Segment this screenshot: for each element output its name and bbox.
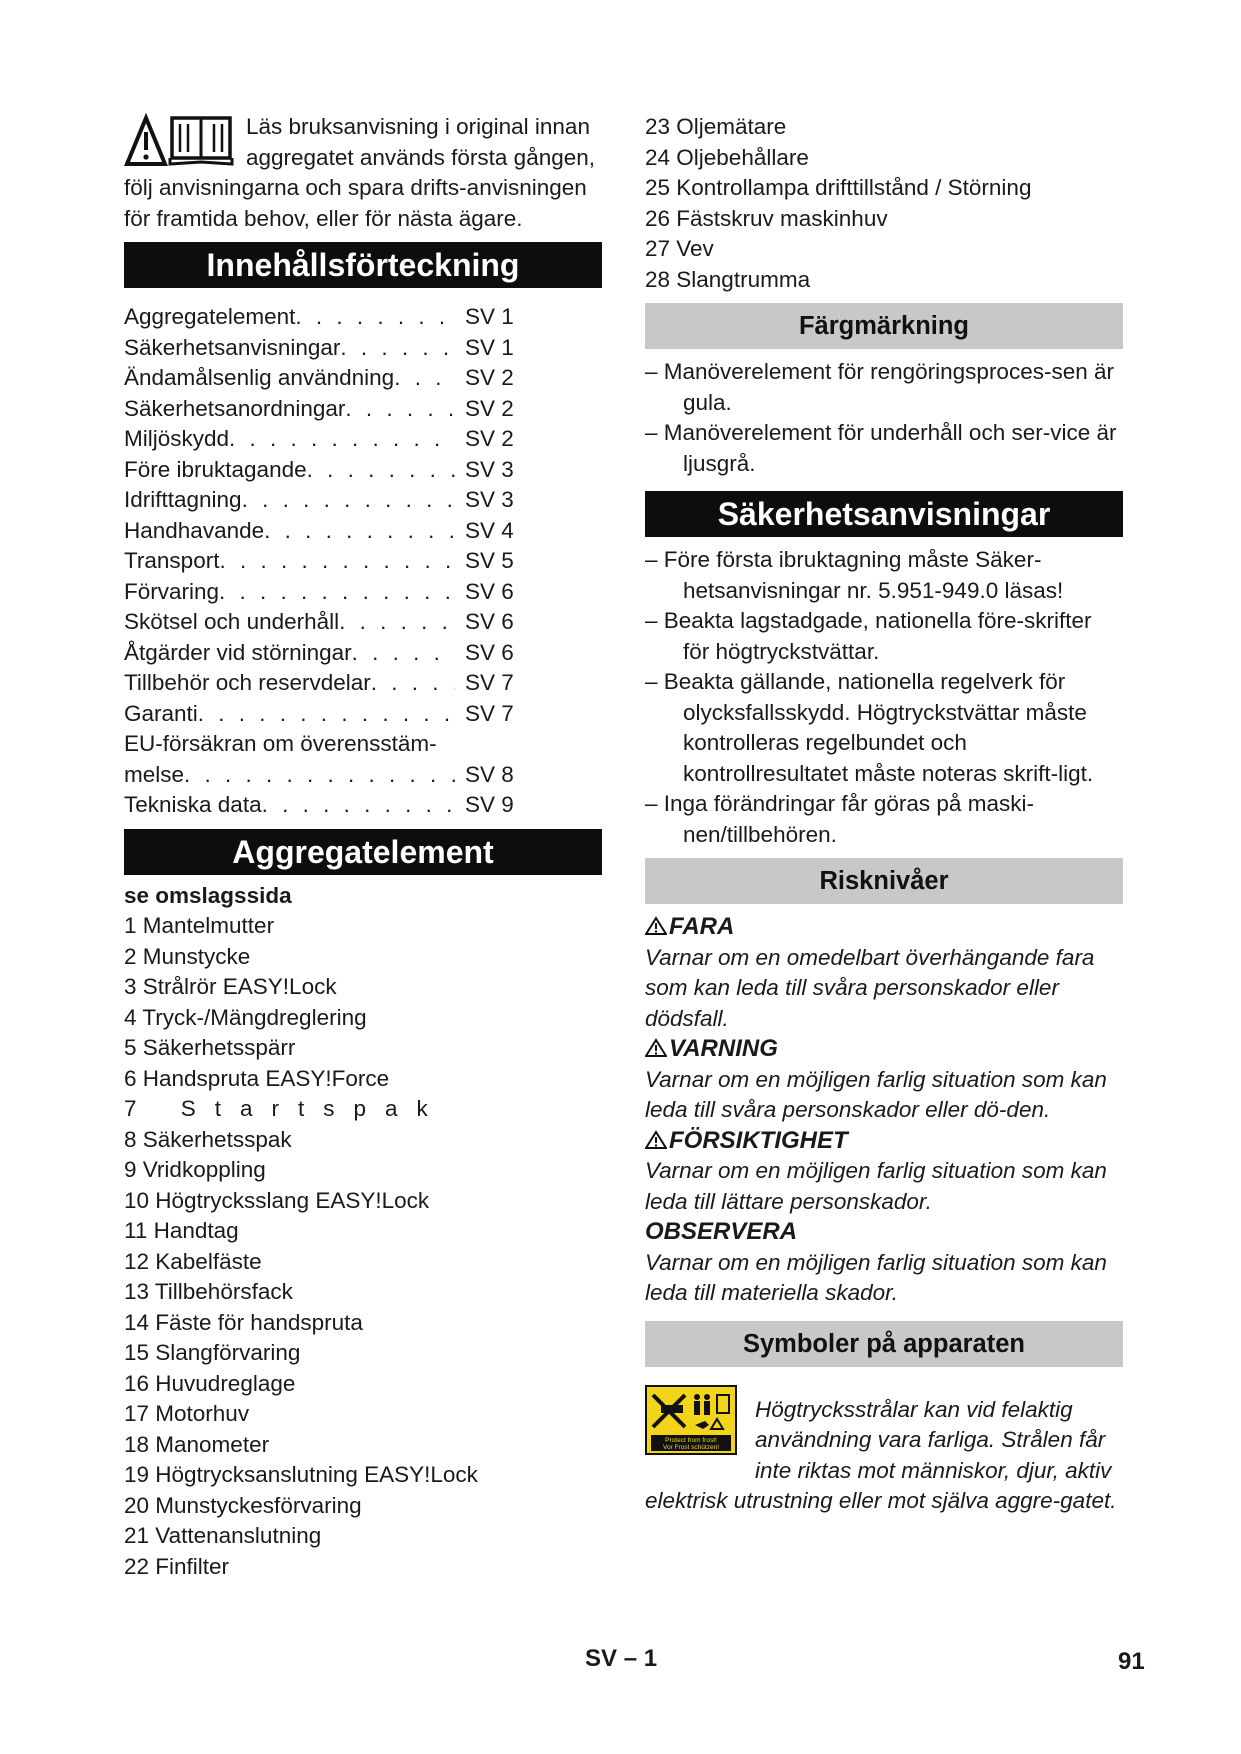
list-item: 6 Handspruta EASY!Force [124,1065,390,1091]
toc-label: Säkerhetsanvisningar [124,334,341,360]
label-line2: Vor Frost schützen! [663,1443,719,1451]
toc-list [124,302,529,821]
intro-text: Läs bruksanvisning i original innan aggregatet används första gången, följ anvisningarna och spara drifts-anvisningen för framtida behov, eller för nästa ägare. [124,114,596,231]
footer-page-ref: – 1 [623,1645,658,1672]
toc-label: Idrifttagning [124,487,242,512]
toc-label: Åtgärder vid störningar [124,639,352,665]
toc-page: SV 7 [465,670,514,695]
list-item: 27 Vev [645,236,714,261]
high-pressure-warning-label-icon [645,1385,737,1455]
toc-page: SV 8 [465,761,514,787]
toc-label: Ändamålsenlig användning [124,365,395,390]
toc-page: SV 6 [465,609,514,634]
risk-level-text: Varnar om en möjligen farlig situation som kan leda till materiella skador. [645,1249,1107,1305]
left-column [124,112,602,1582]
symbol-text: Högtrycksstrålar kan vid felaktig användning vara farliga. Strålen får inte riktas mot människor, djur, aktiv elektrisk utrustning eller mot själva aggre-gatet. [645,1396,1117,1513]
list-item: – Beakta gällande, nationella regelverk för olycksfallsskydd. Högtryckstvättar måste kontrolleras regelbundet och kontrollresultatet måste noteras skrift-ligt. [645,669,1094,786]
list-item: 21 Vattenanslutning [124,1523,322,1548]
symbols-heading: Symboler på apparaten [645,1321,1123,1367]
toc-page: SV 5 [465,548,514,573]
toc-entry [124,607,529,638]
list-item: – Manöverelement för rengöringsproces-sen är gula. [645,359,1114,415]
list-item: 1 Mantelmutter [124,913,275,938]
toc-entry [124,638,529,669]
list-item: 10 Högtrycksslang EASY!Lock [124,1187,430,1213]
list-item: 26 Fästskruv maskinhuv [645,205,888,231]
list-item: 18 Manometer [124,1431,270,1457]
list-item: 9 Vridkoppling [124,1157,266,1182]
list-item: – Manöverelement för underhåll och ser-vice är ljusgrå. [645,420,1117,476]
toc-entry [124,302,529,333]
toc-page: SV 6 [465,639,514,665]
list-item: 3 Strålrör EASY!Lock [124,974,337,999]
list-item: 17 Motorhuv [124,1401,250,1426]
list-item: 15 Slangförvaring [124,1340,301,1365]
toc-label: Förvaring [124,578,220,604]
risk-heading: Risknivåer [645,858,1123,904]
aggregate-list-continued [645,112,1123,295]
list-item: 2 Munstycke [124,943,251,969]
toc-entry [124,546,529,577]
color-list [645,357,1123,479]
warning-triangle-icon [645,916,667,936]
warning-triangle-icon [645,1130,667,1150]
toc-page: SV 2 [465,395,514,421]
list-item: 14 Fäste för handspruta [124,1309,363,1335]
toc-page: SV 3 [465,456,514,482]
list-item: – Inga förändringar får göras på maski-nen/tillbehören. [645,791,1034,847]
toc-label: Före ibruktagande [124,456,307,482]
list-item: 7 Startspak [124,1096,447,1121]
warning-manual-icon [124,112,240,172]
risk-level-text: Varnar om en möjligen farlig situation som kan leda till lättare personskador. [645,1158,1107,1214]
list-item: 4 Tryck-/Mängdreglering [124,1004,367,1030]
intro-note [124,112,602,234]
list-item: 28 Slangtrumma [645,266,811,292]
toc-entry [124,516,529,547]
list-item: 23 Oljemätare [645,114,787,139]
risk-level-heading: VARNING [645,1034,1123,1065]
toc-entry [124,577,529,608]
toc-entry [124,668,529,699]
toc-label: Säkerhetsanordningar [124,395,346,421]
list-item: 11 Handtag [124,1218,239,1243]
symbol-block [645,1379,1123,1517]
toc-entry [124,760,529,791]
toc-label: Garanti [124,700,198,726]
toc-entry [124,333,529,364]
toc-entry [124,699,529,730]
list-item: 22 Finfilter [124,1553,230,1579]
toc-page: SV 1 [465,334,514,360]
toc-label: Transport [124,548,220,573]
toc-label: Skötsel och underhåll [124,609,340,634]
color-heading: Färgmärkning [645,303,1123,349]
risk-levels [645,912,1123,1309]
toc-page: SV 7 [465,700,514,726]
toc-label: Aggregatelement [124,304,296,329]
toc-label: Handhavande [124,517,265,543]
toc-entry [124,394,529,425]
risk-level-heading: FARA [645,912,1123,943]
toc-entry [124,790,529,821]
toc-page: SV 4 [465,517,514,543]
risk-level-text: Varnar om en möjligen farlig situation som kan leda till svåra personskador eller dö-den. [645,1066,1107,1122]
safety-heading: Säkerhetsanvisningar [645,491,1123,537]
toc-entry [124,424,529,455]
list-item: 25 Kontrollampa drifttillstånd / Störning [645,175,1032,200]
toc-page: SV 9 [465,792,514,817]
list-item: 16 Huvudreglage [124,1370,296,1396]
list-item: 8 Säkerhetsspak [124,1126,292,1152]
list-item: 12 Kabelfäste [124,1248,262,1274]
toc-page: SV 2 [465,365,514,390]
page-number: 91 [1118,1648,1145,1675]
list-item: – Beakta lagstadgade, nationella före-skrifter för högtryckstvättar. [645,608,1092,664]
toc-label: Miljöskydd [124,426,230,451]
aggregate-list [124,911,602,1582]
toc-page: SV 3 [465,487,514,512]
list-item: 5 Säkerhetsspärr [124,1035,296,1060]
footer-section-ref [585,1645,657,1673]
list-item: 19 Högtrycksanslutning EASY!Lock [124,1462,478,1487]
toc-heading: Innehållsförteckning [124,242,602,288]
toc-entry [124,363,529,394]
toc-page: SV 1 [465,304,514,329]
aggregate-subtitle: se omslagssida [124,882,292,908]
safety-list [645,545,1123,850]
toc-entry [124,455,529,486]
toc-entry [124,485,529,516]
toc-page: SV 2 [465,426,514,451]
toc-entry-eu-first-line: EU-försäkran om överensstäm- [124,731,437,756]
toc-page: SV 6 [465,578,514,604]
footer-section: SV [585,1645,618,1672]
risk-level-heading: FÖRSIKTIGHET [645,1126,1123,1157]
warning-triangle-icon [645,1038,667,1058]
list-item: 13 Tillbehörsfack [124,1279,293,1304]
toc-label: melse [124,761,185,787]
list-item: – Före första ibruktagning måste Säker-hetsanvisningar nr. 5.951-949.0 läsas! [645,547,1064,603]
risk-level-text: Varnar om en omedelbart överhängande fara som kan leda till svåra personskador eller dödsfall. [645,944,1095,1031]
aggregate-heading: Aggregatelement [124,829,602,875]
right-column [645,112,1123,1517]
label-line1: Protect from frost! [665,1436,717,1444]
toc-label: Tekniska data [124,792,262,817]
list-item: 20 Munstyckesförvaring [124,1492,362,1518]
risk-level-heading: OBSERVERA [645,1218,798,1245]
toc-label: Tillbehör och reservdelar [124,670,371,695]
list-item: 24 Oljebehållare [645,144,809,170]
